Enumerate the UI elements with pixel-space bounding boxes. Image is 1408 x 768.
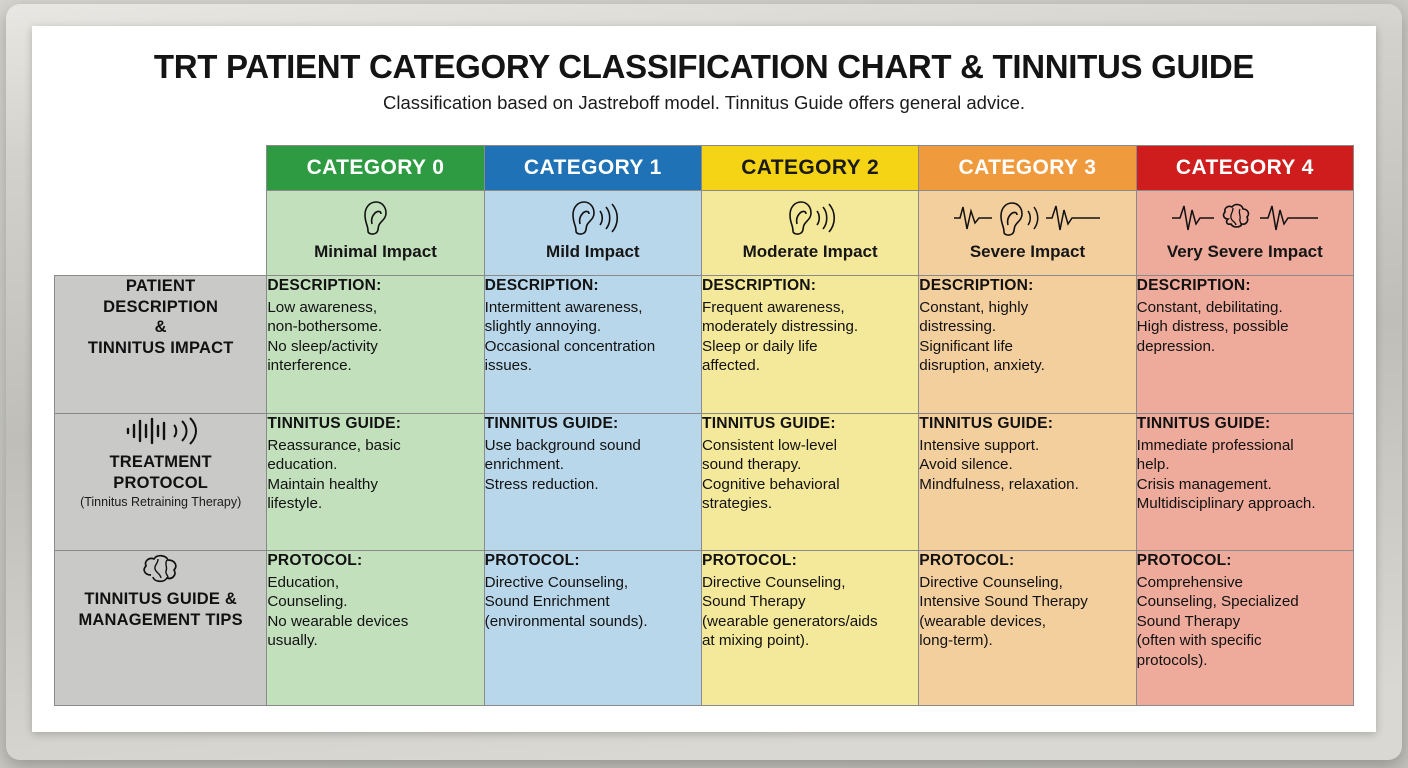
cell-label: TINNITUS GUIDE: — [484, 415, 619, 432]
row-header-tinnitus-guide-tips — [55, 551, 267, 706]
cell-line: No sleep/activity — [267, 337, 378, 355]
category-header-1[interactable]: CATEGORY 1 — [484, 146, 701, 191]
ear-sound-icon — [702, 191, 918, 241]
cell-label: PROTOCOL: — [484, 552, 580, 569]
cell-protocol-cat0 — [267, 551, 484, 706]
cell-line: Mindfulness, relaxation. — [919, 475, 1079, 493]
cell-line: (wearable generators/aids — [701, 612, 878, 630]
cell-line: Consistent low-level — [701, 436, 838, 454]
cell-description-cat3 — [919, 276, 1136, 414]
impact-cell-4 — [1136, 191, 1353, 276]
cell-label: TINNITUS GUIDE: — [1136, 415, 1271, 432]
cell-label: DESCRIPTION: — [484, 277, 599, 294]
impact-label-4: Very Severe Impact — [1166, 242, 1323, 261]
cell-label: DESCRIPTION: — [919, 277, 1034, 294]
cell-label: PROTOCOL: — [919, 552, 1015, 569]
cell-protocol-cat1 — [484, 551, 701, 706]
cell-protocol-cat4 — [1136, 551, 1353, 706]
cell-line: Crisis management. — [1136, 475, 1272, 493]
row-header-treatment-protocol — [55, 414, 267, 551]
row-header-line: PATIENT — [125, 277, 196, 295]
cell-line: slightly annoying. — [484, 318, 602, 336]
cell-line: Directive Counseling, — [919, 573, 1063, 591]
row-header-line: PROTOCOL — [113, 473, 209, 492]
cell-guide-cat3 — [919, 414, 1136, 551]
cell-label: PROTOCOL: — [267, 552, 363, 569]
cell-line: Education, — [267, 573, 340, 591]
category-header-2[interactable]: CATEGORY 2 — [701, 146, 918, 191]
row-header-patient-description — [55, 276, 267, 414]
cell-line: affected. — [701, 357, 760, 375]
cell-line: Cognitive behavioral — [701, 475, 840, 493]
cell-line: Sound Enrichment — [484, 593, 610, 611]
ear-waves-icon — [919, 191, 1135, 241]
cell-line: Sound Therapy — [701, 593, 806, 611]
category-header-0[interactable]: CATEGORY 0 — [267, 146, 484, 191]
cell-line: Sound Therapy — [1136, 612, 1241, 630]
row-header-line: TINNITUS GUIDE & — [84, 590, 237, 608]
cell-line: Intermittent awareness, — [484, 298, 643, 316]
cell-line: at mixing point). — [701, 632, 810, 650]
cell-line: Use background sound — [484, 436, 641, 454]
cell-line: disruption, anxiety. — [919, 357, 1045, 375]
cell-description-cat2 — [701, 276, 918, 414]
page-title: TRT PATIENT CATEGORY CLASSIFICATION CHART & TINNITUS GUIDE — [153, 48, 1255, 85]
cell-label: PROTOCOL: — [701, 552, 798, 569]
cell-line: High distress, possible — [1136, 318, 1289, 336]
cell-line: long-term). — [919, 632, 993, 650]
table-row — [55, 414, 1354, 551]
ear-icon — [267, 191, 483, 241]
cell-line: help. — [1136, 456, 1170, 474]
impact-cell-2 — [701, 191, 918, 276]
row-header-line: TINNITUS IMPACT — [87, 338, 234, 357]
row-header-line: TREATMENT — [109, 453, 212, 471]
cell-line: (wearable devices, — [919, 612, 1046, 630]
cell-line: non-bothersome. — [267, 318, 383, 336]
page-subtitle: Classification based on Jastreboff model. Tinnitus Guide offers general advice. — [382, 92, 1026, 113]
cell-line: Maintain healthy — [267, 475, 378, 493]
classification-chart — [54, 145, 1354, 706]
cell-line: Counseling. — [267, 593, 348, 611]
cell-line: No wearable devices — [267, 612, 409, 630]
cell-line: Intensive support. — [919, 436, 1040, 454]
cell-line: Occasional concentration — [484, 337, 656, 355]
impact-label-0: Minimal Impact — [314, 242, 437, 261]
cell-description-cat0 — [267, 276, 484, 414]
impact-label-1: Mild Impact — [546, 242, 640, 261]
impact-row — [55, 191, 1354, 276]
cell-line: Constant, debilitating. — [1136, 298, 1283, 316]
whiteboard-surface — [32, 26, 1376, 732]
cell-line: (often with specific — [1136, 632, 1262, 650]
cell-line: Significant life — [919, 337, 1014, 355]
cell-label: TINNITUS GUIDE: — [701, 415, 836, 432]
impact-cell-0 — [267, 191, 484, 276]
cell-line: Directive Counseling, — [484, 573, 629, 591]
cell-description-cat4 — [1136, 276, 1353, 414]
cell-label: TINNITUS GUIDE: — [267, 415, 402, 432]
impact-label-3: Severe Impact — [969, 242, 1086, 261]
cell-line: (environmental sounds). — [484, 612, 648, 630]
cell-protocol-cat2 — [701, 551, 918, 706]
cell-protocol-cat3 — [919, 551, 1136, 706]
cell-line: sound therapy. — [701, 456, 802, 474]
table-row — [55, 551, 1354, 706]
cell-line: Constant, highly — [919, 298, 1029, 316]
cell-line: Avoid silence. — [919, 456, 1013, 474]
row-header-sub: (Tinnitus Retraining Therapy) — [80, 495, 242, 510]
category-header-3[interactable]: CATEGORY 3 — [919, 146, 1136, 191]
table-row — [55, 276, 1354, 414]
cell-line: depression. — [1136, 337, 1216, 355]
cell-line: Multidisciplinary approach. — [1136, 495, 1316, 513]
row-header-line: MANAGEMENT TIPS — [78, 610, 243, 629]
cell-line: Intensive Sound Therapy — [919, 593, 1088, 611]
cell-guide-cat1 — [484, 414, 701, 551]
cell-line: moderately distressing. — [701, 318, 859, 336]
cell-label: DESCRIPTION: — [701, 277, 817, 294]
cell-line: Low awareness, — [267, 298, 378, 316]
cell-guide-cat2 — [701, 414, 918, 551]
impact-cell-1 — [484, 191, 701, 276]
cell-line: issues. — [484, 357, 532, 375]
cell-guide-cat4 — [1136, 414, 1353, 551]
cell-guide-cat0 — [267, 414, 484, 551]
category-header-4[interactable]: CATEGORY 4 — [1136, 146, 1353, 191]
corner-spacer — [55, 146, 267, 191]
cell-line: Reassurance, basic — [267, 436, 401, 454]
row-header-line: DESCRIPTION — [103, 297, 219, 316]
cell-line: Comprehensive — [1136, 573, 1243, 591]
impact-label-2: Moderate Impact — [742, 242, 878, 261]
cell-line: education. — [267, 456, 338, 474]
impact-row-spacer — [55, 191, 267, 276]
cell-line: Sleep or daily life — [701, 337, 818, 355]
cell-label: TINNITUS GUIDE: — [919, 415, 1054, 432]
cell-line: usually. — [267, 632, 318, 650]
cell-label: PROTOCOL: — [1136, 552, 1232, 569]
cell-label: DESCRIPTION: — [267, 277, 382, 294]
cell-line: lifestyle. — [267, 495, 323, 513]
cell-line: distressing. — [919, 318, 997, 336]
cell-line: Immediate professional — [1136, 436, 1294, 454]
row-header-line: & — [154, 318, 167, 337]
cell-label: DESCRIPTION: — [1136, 277, 1251, 294]
cell-line: Stress reduction. — [484, 475, 599, 493]
cell-line: Frequent awareness, — [701, 298, 845, 316]
category-header-row — [55, 146, 1354, 191]
cell-line: Counseling, Specialized — [1136, 593, 1299, 611]
cell-line: enrichment. — [484, 456, 564, 474]
brain-waves-icon — [1137, 191, 1353, 241]
brain-icon — [55, 551, 266, 585]
cell-line: Directive Counseling, — [701, 573, 846, 591]
impact-cell-3 — [919, 191, 1136, 276]
cell-description-cat1 — [484, 276, 701, 414]
ear-sound-icon — [485, 191, 701, 241]
cell-line: protocols). — [1136, 651, 1208, 669]
cell-line: interference. — [267, 357, 352, 375]
sound-wave-icon — [55, 414, 266, 448]
cell-line: strategies. — [701, 495, 773, 513]
